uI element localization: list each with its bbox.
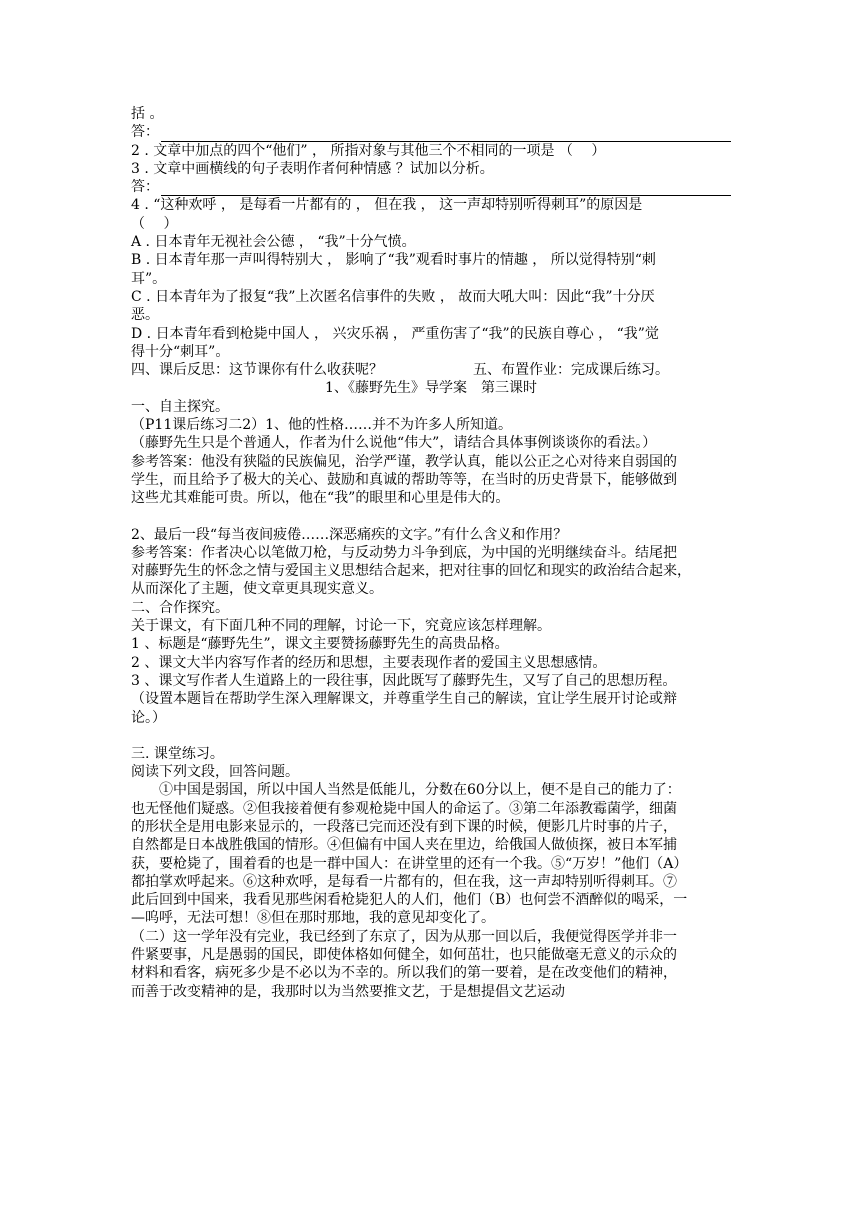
question-3: 3 . 文章中画横线的句子表明作者何种情感 ？试加以分析。 [131,160,494,177]
list-item: 2 、课文大半内容写作者的经历和思想，主要表现作者的爱国主义思想感情。 [131,654,607,671]
passage-line: 材料和看客，病死多少是不必以为不幸的。所以我们的第一要着，是在改变他们的精神， [131,965,677,982]
document-page [131,105,731,1001]
text-line: （ ） [131,215,178,232]
option-d: D . 日本青年看到枪毙中国人 ， 兴灾乐祸 ， 严重伤害了“我”的民族自尊心 ， “我”觉 [131,325,659,342]
reflection-row [131,361,731,379]
text-line: 参考答案：他没有狭隘的民族偏见，治学严谨，教学认真，能以公正之心对待来自弱国的 [131,453,677,470]
passage-line: ①中国是弱国，所以中国人当然是低能儿，分数在60分以上，便不是自己的能力了： [159,782,681,799]
text-line: 这些尤其难能可贵。所以，他在“我”的眼里和心里是伟大的。 [131,490,510,507]
section-heading: 三. 课堂练习。 [131,745,224,762]
answer-blank[interactable] [161,127,731,142]
text-line: 关于课文，有下面几种不同的理解，讨论一下，究竟应该怎样理解。 [131,618,551,635]
passage-line: 此后回到中国来，我看见那些闲看枪毙犯人的人们，他们（B）也何尝不酒醉似的喝采，一 [131,892,688,909]
passage-line: 获，要枪毙了，围着看的也是一群中国人：在讲堂里的还有一个我。⑤“万岁！”他们（A） [131,855,688,872]
text-line: 恶。 [131,307,159,324]
text-line: 2、最后一段“每当夜间疲倦……深恶痛疾的文字。”有什么含义和作用？ [131,526,568,543]
text-line: 从而深化了主题，使文章更具现实意义。 [131,581,383,598]
section-heading: 二、合作探究。 [131,599,229,616]
text-line: 论。） [131,709,166,726]
homework-heading: 五、布置作业：完成课后练习。 [473,362,669,379]
text-line: 学生，而且给予了极大的关心、鼓励和真诚的帮助等等，在当时的历史背景下，能够做到 [131,471,677,488]
text-line: 耳”。 [131,270,167,287]
passage-line: （二）这一学年没有完业，我已经到了东京了，因为从那一回以后，我便觉得医学并非一 [131,928,677,945]
question-2: 2 . 文章中加点的四个“他们” ， 所指对象与其他三个不相同的一项是 （ ） [131,142,606,159]
text-line: 得十分“刺耳”。 [131,343,230,360]
text-line: 阅读下列文段，回答问题。 [131,764,299,781]
text-line: （藤野先生只是个普通人，作者为什么说他“伟大”，请结合具体事例谈谈你的看法。） [131,435,657,452]
list-item: 3 、课文写作者人生道路上的一段往事，因此既写了藤野先生，又写了自己的思想历程。 [131,672,677,689]
answer-line [131,178,731,196]
reflection-heading: 四、课后反思：这节课你有什么收获呢？ [131,362,383,379]
passage-line: 的形状全是用电影来显示的，一段落已完而还没有到下课的时候，便影几片时事的片子， [131,818,677,835]
answer-label: 答： [131,124,159,141]
passage-line: 件紧要事，凡是愚弱的国民，即使体格如何健全，如何茁壮，也只能做毫无意义的示众的 [131,947,677,964]
passage-line: 也无怪他们疑惑。②但我接着便有参观枪毙中国人的命运了。③第二年添教霉菌学，细菌 [131,800,677,817]
option-c: C . 日本青年为了报复“我”上次匿名信事件的失败 ， 故而大吼大叫：因此“我”十分厌 [131,288,655,305]
passage-line: 自然都是日本战胜俄国的情形。④但偏有中国人夹在里边，给俄国人做侦探，被日本军捕 [131,837,677,854]
passage-line: —呜呼，无法可想！⑧但在那时那地，我的意见却变化了。 [131,910,495,927]
text-line: （设置本题旨在帮助学生深入理解课文，并尊重学生自己的解读，宜让学生展开讨论或辩 [131,691,677,708]
answer-label: 答： [131,179,159,196]
passage-line: 都拍掌欢呼起来。⑥这种欢呼，是每看一片都有的，但在我，这一声却特别听得刺耳。⑦ [131,873,677,890]
list-item: 1 、标题是“藤野先生”，课文主要赞扬藤野先生的高贵品格。 [131,636,509,653]
answer-line [131,123,731,141]
section-heading: 一、自主探究。 [131,398,229,415]
text-line: 参考答案：作者决心以笔做刀枪，与反动势力斗争到底，为中国的光明继续奋斗。结尾把 [131,544,677,561]
passage-line: 而善于改变精神的是，我那时以为当然要推文艺，于是想提倡文艺运动 [131,983,565,1000]
option-b: B . 日本青年那一声叫得特别大 ， 影响了“我”观看时事片的情趣 ， 所以觉得特别“刺 [131,252,656,269]
section-title: 1、《藤野先生》导学案 第三课时 [325,380,537,397]
text-line: （P11课后练习二2）1、他的性格……并不为许多人所知道。 [131,417,513,434]
text-line: 对藤野先生的怀念之情与爱国主义思想结合起来，把对往事的回忆和现实的政治结合起来， [131,563,691,580]
answer-blank[interactable] [161,181,731,196]
option-a: A . 日本青年无视社会公德 ， “我”十分气愤。 [131,234,416,251]
question-4: 4 . “这种欢呼 ， 是每看一片都有的 ， 但在我 ， 这一声却特别听得刺耳”的原因是 [131,197,643,214]
text-line: 括 。 [131,106,164,122]
